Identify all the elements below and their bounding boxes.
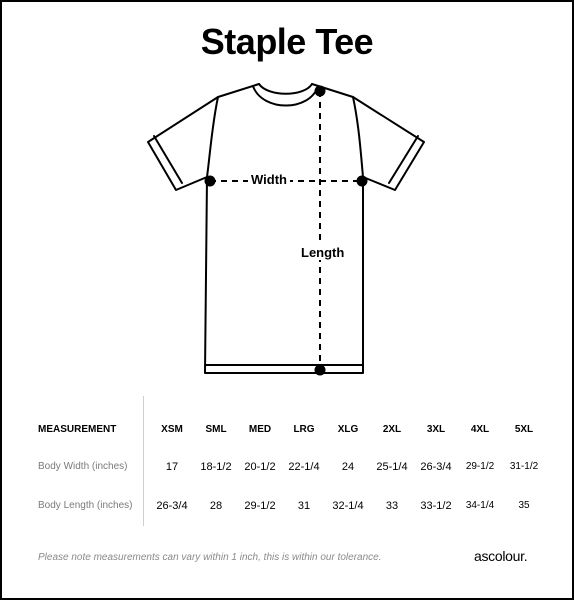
table-cell: 28 [209, 500, 223, 512]
table-cell: 33-1/2 [420, 500, 452, 512]
table-cell: 35 [518, 500, 530, 511]
table-cell: 25-1/4 [376, 461, 408, 473]
width-label: Width [248, 172, 290, 187]
table-cell: 26-3/4 [156, 500, 188, 512]
size-header: LRG [293, 424, 315, 435]
table-cell: 20-1/2 [244, 461, 276, 473]
width-right-dot [357, 176, 368, 187]
length-bottom-dot [315, 365, 326, 376]
tolerance-note: Please note measurements can vary within 1 inch, this is within our tolerance. [38, 552, 382, 563]
table-divider [143, 396, 144, 526]
size-header: XSM [161, 424, 183, 435]
left-armhole-seam [207, 97, 218, 177]
table-cell: 22-1/4 [288, 461, 320, 473]
table-cell: 26-3/4 [420, 461, 452, 473]
row-label-body-length: Body Length (inches) [38, 500, 133, 511]
table-cell: 31 [297, 500, 311, 512]
table-cell: 17 [165, 461, 179, 473]
size-header: MED [248, 424, 272, 435]
table-cell: 29-1/2 [465, 461, 495, 472]
table-cell: 31-1/2 [509, 461, 539, 472]
table-cell: 32-1/4 [332, 500, 364, 512]
tshirt-diagram [0, 70, 574, 390]
brand-logo: ascolour. [474, 548, 528, 564]
size-header: 4XL [470, 424, 490, 435]
tshirt-outline [148, 84, 424, 373]
collar-outer [259, 84, 312, 94]
size-header: SML [205, 424, 227, 435]
size-header: XLG [337, 424, 359, 435]
right-armhole-seam [353, 97, 363, 177]
size-header: 3XL [426, 424, 446, 435]
size-header: 5XL [514, 424, 534, 435]
table-cell: 24 [341, 461, 355, 473]
row-label-body-width: Body Width (inches) [38, 461, 128, 472]
table-cell: 29-1/2 [244, 500, 276, 512]
table-cell: 33 [385, 500, 399, 512]
length-top-dot [315, 86, 326, 97]
table-cell: 18-1/2 [200, 461, 232, 473]
size-header: 2XL [382, 424, 402, 435]
table-cell: 34-1/4 [465, 500, 495, 511]
width-left-dot [205, 176, 216, 187]
page-title: Staple Tee [200, 21, 374, 62]
table-header-label: MEASUREMENT [38, 424, 117, 435]
length-label: Length [301, 245, 345, 260]
